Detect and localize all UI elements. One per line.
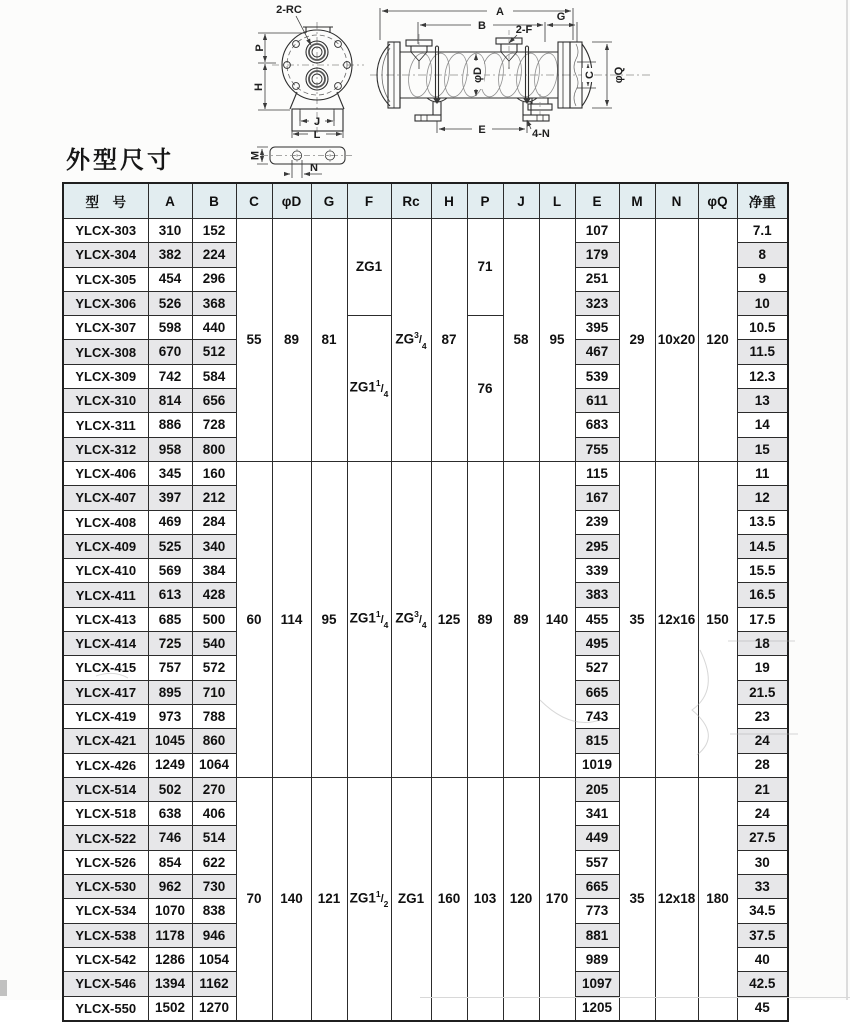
cell-model: YLCX-310 bbox=[63, 389, 148, 413]
cell-f-merged-fraction: $^1/_4$ bbox=[375, 609, 389, 631]
cell-weight: 37.5 bbox=[737, 923, 788, 947]
cell-f-merged-text: ZG1 bbox=[349, 610, 376, 626]
cell-model: YLCX-406 bbox=[63, 461, 148, 485]
cell-g-merged: 95 bbox=[311, 461, 347, 777]
side-view-g-label: G bbox=[556, 11, 566, 23]
cell-a: 814 bbox=[148, 389, 192, 413]
cell-a: 973 bbox=[148, 704, 192, 728]
cell-e: 1205 bbox=[575, 996, 619, 1021]
table-row bbox=[63, 461, 788, 485]
side-view-n-label: 4-N bbox=[532, 128, 550, 140]
cell-a: 1249 bbox=[148, 753, 192, 777]
cell-b: 224 bbox=[192, 243, 236, 267]
cell-a: 638 bbox=[148, 802, 192, 826]
cell-q-merged: 150 bbox=[698, 461, 737, 777]
cell-model: YLCX-407 bbox=[63, 486, 148, 510]
cell-weight: 14.5 bbox=[737, 534, 788, 558]
cell-e: 115 bbox=[575, 461, 619, 485]
cell-a: 1045 bbox=[148, 729, 192, 753]
cell-e: 167 bbox=[575, 486, 619, 510]
cell-model: YLCX-305 bbox=[63, 267, 148, 291]
cell-n-merged: 12x18 bbox=[655, 777, 698, 1020]
cell-a: 397 bbox=[148, 486, 192, 510]
cell-model: YLCX-307 bbox=[63, 316, 148, 340]
cell-e: 339 bbox=[575, 559, 619, 583]
table-header bbox=[63, 183, 788, 219]
cell-b: 284 bbox=[192, 510, 236, 534]
foot-detail-n-label: N bbox=[310, 162, 318, 174]
cell-e: 683 bbox=[575, 413, 619, 437]
foot-detail-drawing bbox=[262, 147, 352, 164]
cell-rc-merged-text: ZG1 bbox=[397, 891, 425, 907]
cell-e: 557 bbox=[575, 850, 619, 874]
column-header-2: B bbox=[192, 183, 236, 219]
cell-a: 670 bbox=[148, 340, 192, 364]
cell-b: 270 bbox=[192, 777, 236, 801]
cell-model: YLCX-534 bbox=[63, 899, 148, 923]
cell-e: 295 bbox=[575, 534, 619, 558]
cell-model: YLCX-411 bbox=[63, 583, 148, 607]
end-view-h-label: H bbox=[253, 83, 265, 91]
scan-bottom-line bbox=[420, 997, 850, 998]
cell-model: YLCX-308 bbox=[63, 340, 148, 364]
cell-e: 383 bbox=[575, 583, 619, 607]
cell-b: 1064 bbox=[192, 753, 236, 777]
cell-model: YLCX-311 bbox=[63, 413, 148, 437]
cell-rc-merged bbox=[391, 461, 431, 777]
cell-a: 454 bbox=[148, 267, 192, 291]
side-view-c-label: C bbox=[584, 71, 596, 79]
cell-a: 613 bbox=[148, 583, 192, 607]
cell-b: 500 bbox=[192, 607, 236, 631]
column-header-9: P bbox=[467, 183, 503, 219]
column-header-15: φQ bbox=[698, 183, 737, 219]
cell-weight: 11.5 bbox=[737, 340, 788, 364]
cell-weight: 14 bbox=[737, 413, 788, 437]
cell-f-merged-text: ZG1 bbox=[349, 890, 376, 906]
cell-b: 656 bbox=[192, 389, 236, 413]
cell-model: YLCX-408 bbox=[63, 510, 148, 534]
side-view-q-label: φQ bbox=[613, 66, 625, 84]
column-header-4: φD bbox=[272, 183, 311, 219]
side-view-a-label: A bbox=[496, 6, 504, 18]
end-view-p-label: P bbox=[254, 44, 266, 52]
cell-b: 368 bbox=[192, 291, 236, 315]
column-header-6: F bbox=[347, 183, 391, 219]
cell-e: 455 bbox=[575, 607, 619, 631]
cell-rc-merged-fraction: $^3/_4$ bbox=[414, 609, 427, 631]
cell-weight: 18 bbox=[737, 632, 788, 656]
cell-h-merged: 87 bbox=[431, 219, 467, 462]
cell-model: YLCX-309 bbox=[63, 364, 148, 388]
cell-j-merged: 58 bbox=[503, 219, 539, 462]
cell-e: 251 bbox=[575, 267, 619, 291]
scan-corner-mark bbox=[0, 980, 7, 996]
cell-a: 886 bbox=[148, 413, 192, 437]
cell-b: 540 bbox=[192, 632, 236, 656]
cell-p-merged: 76 bbox=[467, 316, 503, 462]
cell-b: 514 bbox=[192, 826, 236, 850]
cell-c-merged: 70 bbox=[236, 777, 272, 1020]
end-view-j-label: J bbox=[313, 116, 321, 128]
cell-a: 685 bbox=[148, 607, 192, 631]
cell-model: YLCX-550 bbox=[63, 996, 148, 1021]
cell-a: 310 bbox=[148, 219, 192, 243]
side-view-f-label: 2-F bbox=[515, 24, 533, 36]
cell-weight: 10 bbox=[737, 291, 788, 315]
cell-b: 730 bbox=[192, 875, 236, 899]
column-header-3: C bbox=[236, 183, 272, 219]
cell-e: 449 bbox=[575, 826, 619, 850]
cell-weight: 7.1 bbox=[737, 219, 788, 243]
cell-a: 757 bbox=[148, 656, 192, 680]
cell-e: 467 bbox=[575, 340, 619, 364]
side-view-dimensions bbox=[380, 8, 612, 133]
cell-b: 152 bbox=[192, 219, 236, 243]
cell-a: 525 bbox=[148, 534, 192, 558]
cell-q-merged: 180 bbox=[698, 777, 737, 1020]
cell-e: 755 bbox=[575, 437, 619, 461]
cell-e: 611 bbox=[575, 389, 619, 413]
cell-model: YLCX-518 bbox=[63, 802, 148, 826]
cell-b: 1270 bbox=[192, 996, 236, 1021]
cell-c-merged: 55 bbox=[236, 219, 272, 462]
cell-e: 495 bbox=[575, 632, 619, 656]
cell-rc-merged bbox=[391, 219, 431, 462]
cell-e: 665 bbox=[575, 875, 619, 899]
cell-weight: 21 bbox=[737, 777, 788, 801]
column-header-14: N bbox=[655, 183, 698, 219]
cell-b: 1054 bbox=[192, 947, 236, 971]
cell-weight: 27.5 bbox=[737, 826, 788, 850]
cell-model: YLCX-538 bbox=[63, 923, 148, 947]
cell-a: 469 bbox=[148, 510, 192, 534]
side-view-b-label: B bbox=[478, 20, 486, 32]
end-view-l-label: L bbox=[313, 129, 321, 141]
cell-weight: 28 bbox=[737, 753, 788, 777]
cell-p-merged: 71 bbox=[467, 219, 503, 316]
cell-model: YLCX-522 bbox=[63, 826, 148, 850]
cell-weight: 15.5 bbox=[737, 559, 788, 583]
cell-a: 895 bbox=[148, 680, 192, 704]
cell-weight: 9 bbox=[737, 267, 788, 291]
cell-rc-merged-text: ZG bbox=[395, 331, 415, 347]
cell-e: 527 bbox=[575, 656, 619, 680]
cell-e: 107 bbox=[575, 219, 619, 243]
cell-model: YLCX-421 bbox=[63, 729, 148, 753]
cell-b: 788 bbox=[192, 704, 236, 728]
cell-f-merged bbox=[347, 777, 391, 1020]
cell-e: 989 bbox=[575, 947, 619, 971]
cell-a: 854 bbox=[148, 850, 192, 874]
cell-weight: 15 bbox=[737, 437, 788, 461]
foot-detail-m-label: M bbox=[249, 150, 262, 161]
cell-model: YLCX-410 bbox=[63, 559, 148, 583]
cell-e: 815 bbox=[575, 729, 619, 753]
cell-b: 572 bbox=[192, 656, 236, 680]
cell-a: 746 bbox=[148, 826, 192, 850]
cell-rc-merged bbox=[391, 777, 431, 1020]
cell-weight: 8 bbox=[737, 243, 788, 267]
cell-rc-merged-text: ZG bbox=[395, 610, 415, 626]
cell-e: 239 bbox=[575, 510, 619, 534]
cell-l-merged: 170 bbox=[539, 777, 575, 1020]
cell-n-merged: 12x16 bbox=[655, 461, 698, 777]
cell-e: 341 bbox=[575, 802, 619, 826]
cell-b: 212 bbox=[192, 486, 236, 510]
cell-g-merged: 121 bbox=[311, 777, 347, 1020]
cell-model: YLCX-526 bbox=[63, 850, 148, 874]
cell-e: 395 bbox=[575, 316, 619, 340]
cell-weight: 30 bbox=[737, 850, 788, 874]
cell-m-merged: 35 bbox=[619, 777, 655, 1020]
cell-model: YLCX-530 bbox=[63, 875, 148, 899]
cell-a: 1286 bbox=[148, 947, 192, 971]
cell-c-merged: 60 bbox=[236, 461, 272, 777]
cell-weight: 42.5 bbox=[737, 972, 788, 996]
cell-weight: 24 bbox=[737, 729, 788, 753]
table-row bbox=[63, 219, 788, 243]
cell-weight: 23 bbox=[737, 704, 788, 728]
cell-a: 598 bbox=[148, 316, 192, 340]
cell-g-merged: 81 bbox=[311, 219, 347, 462]
cell-model: YLCX-546 bbox=[63, 972, 148, 996]
cell-d-merged: 140 bbox=[272, 777, 311, 1020]
cell-b: 728 bbox=[192, 413, 236, 437]
cell-b: 440 bbox=[192, 316, 236, 340]
cell-a: 962 bbox=[148, 875, 192, 899]
cell-model: YLCX-415 bbox=[63, 656, 148, 680]
column-header-13: M bbox=[619, 183, 655, 219]
cell-b: 428 bbox=[192, 583, 236, 607]
cell-weight: 13 bbox=[737, 389, 788, 413]
column-header-8: H bbox=[431, 183, 467, 219]
column-header-10: J bbox=[503, 183, 539, 219]
cell-n-merged: 10x20 bbox=[655, 219, 698, 462]
cell-f-merged-fraction: $^1/_4$ bbox=[375, 378, 389, 400]
dimension-table-wrap bbox=[62, 182, 789, 1022]
cell-h-merged: 160 bbox=[431, 777, 467, 1020]
cell-a: 742 bbox=[148, 364, 192, 388]
cell-weight: 11 bbox=[737, 461, 788, 485]
cell-b: 406 bbox=[192, 802, 236, 826]
column-header-12: E bbox=[575, 183, 619, 219]
cell-d-merged: 89 bbox=[272, 219, 311, 462]
cell-weight: 17.5 bbox=[737, 607, 788, 631]
cell-d-merged: 114 bbox=[272, 461, 311, 777]
cell-a: 526 bbox=[148, 291, 192, 315]
cell-weight: 40 bbox=[737, 947, 788, 971]
cell-model: YLCX-413 bbox=[63, 607, 148, 631]
cell-p-merged: 103 bbox=[467, 777, 503, 1020]
cell-e: 205 bbox=[575, 777, 619, 801]
cell-e: 773 bbox=[575, 899, 619, 923]
cell-e: 743 bbox=[575, 704, 619, 728]
cell-weight: 34.5 bbox=[737, 899, 788, 923]
cell-a: 382 bbox=[148, 243, 192, 267]
end-view-rc-label: 2-RC bbox=[276, 4, 302, 16]
cell-b: 710 bbox=[192, 680, 236, 704]
cell-b: 296 bbox=[192, 267, 236, 291]
cell-e: 1097 bbox=[575, 972, 619, 996]
column-header-1: A bbox=[148, 183, 192, 219]
cell-weight: 10.5 bbox=[737, 316, 788, 340]
page-title: 外型尺寸 bbox=[66, 147, 174, 174]
side-view-d-label: φD bbox=[472, 67, 484, 83]
cell-a: 502 bbox=[148, 777, 192, 801]
column-header-7: Rc bbox=[391, 183, 431, 219]
scan-edge bbox=[846, 0, 848, 1000]
cell-weight: 33 bbox=[737, 875, 788, 899]
cell-e: 881 bbox=[575, 923, 619, 947]
cell-j-merged: 120 bbox=[503, 777, 539, 1020]
cell-model: YLCX-542 bbox=[63, 947, 148, 971]
cell-e: 665 bbox=[575, 680, 619, 704]
cell-b: 584 bbox=[192, 364, 236, 388]
cell-weight: 16.5 bbox=[737, 583, 788, 607]
cell-weight: 24 bbox=[737, 802, 788, 826]
cell-f-merged bbox=[347, 316, 391, 462]
cell-f-merged-text: ZG1 bbox=[349, 380, 376, 396]
table-row bbox=[63, 777, 788, 801]
cell-b: 622 bbox=[192, 850, 236, 874]
cell-a: 1394 bbox=[148, 972, 192, 996]
cell-e: 1019 bbox=[575, 753, 619, 777]
cell-b: 160 bbox=[192, 461, 236, 485]
cell-weight: 45 bbox=[737, 996, 788, 1021]
cell-rc-merged-fraction: $^3/_4$ bbox=[414, 329, 427, 351]
cell-b: 838 bbox=[192, 899, 236, 923]
cell-a: 1070 bbox=[148, 899, 192, 923]
cell-a: 1178 bbox=[148, 923, 192, 947]
cell-model: YLCX-426 bbox=[63, 753, 148, 777]
cell-m-merged: 35 bbox=[619, 461, 655, 777]
cell-model: YLCX-409 bbox=[63, 534, 148, 558]
cell-b: 340 bbox=[192, 534, 236, 558]
cell-q-merged: 120 bbox=[698, 219, 737, 462]
column-header-5: G bbox=[311, 183, 347, 219]
cell-l-merged: 95 bbox=[539, 219, 575, 462]
cell-model: YLCX-514 bbox=[63, 777, 148, 801]
cell-e: 323 bbox=[575, 291, 619, 315]
cell-weight: 19 bbox=[737, 656, 788, 680]
cell-model: YLCX-312 bbox=[63, 437, 148, 461]
cell-model: YLCX-306 bbox=[63, 291, 148, 315]
cell-b: 860 bbox=[192, 729, 236, 753]
cell-b: 800 bbox=[192, 437, 236, 461]
cell-b: 946 bbox=[192, 923, 236, 947]
cell-a: 1502 bbox=[148, 996, 192, 1021]
cell-weight: 13.5 bbox=[737, 510, 788, 534]
cell-weight: 12 bbox=[737, 486, 788, 510]
cell-a: 569 bbox=[148, 559, 192, 583]
cell-f-merged bbox=[347, 219, 391, 316]
cell-h-merged: 125 bbox=[431, 461, 467, 777]
cell-model: YLCX-414 bbox=[63, 632, 148, 656]
cell-b: 512 bbox=[192, 340, 236, 364]
cell-b: 384 bbox=[192, 559, 236, 583]
cell-f-merged bbox=[347, 461, 391, 777]
cell-e: 539 bbox=[575, 364, 619, 388]
cell-a: 725 bbox=[148, 632, 192, 656]
cell-b: 1162 bbox=[192, 972, 236, 996]
cell-j-merged: 89 bbox=[503, 461, 539, 777]
cell-f-merged-fraction: $^1/_2$ bbox=[375, 888, 389, 910]
dimensions-table bbox=[62, 182, 789, 1022]
column-header-16: 净重 bbox=[737, 183, 788, 219]
cell-e: 179 bbox=[575, 243, 619, 267]
side-view-e-label: E bbox=[478, 124, 486, 136]
cell-p-merged: 89 bbox=[467, 461, 503, 777]
cell-model: YLCX-304 bbox=[63, 243, 148, 267]
column-header-0: 型 号 bbox=[63, 183, 148, 219]
cell-model: YLCX-419 bbox=[63, 704, 148, 728]
cell-model: YLCX-303 bbox=[63, 219, 148, 243]
cell-a: 345 bbox=[148, 461, 192, 485]
side-view-drawing bbox=[370, 30, 650, 121]
cell-weight: 21.5 bbox=[737, 680, 788, 704]
column-header-11: L bbox=[539, 183, 575, 219]
cell-f-merged-text: ZG1 bbox=[355, 259, 383, 275]
cell-model: YLCX-417 bbox=[63, 680, 148, 704]
cell-l-merged: 140 bbox=[539, 461, 575, 777]
cell-weight: 12.3 bbox=[737, 364, 788, 388]
cell-m-merged: 29 bbox=[619, 219, 655, 462]
cell-a: 958 bbox=[148, 437, 192, 461]
